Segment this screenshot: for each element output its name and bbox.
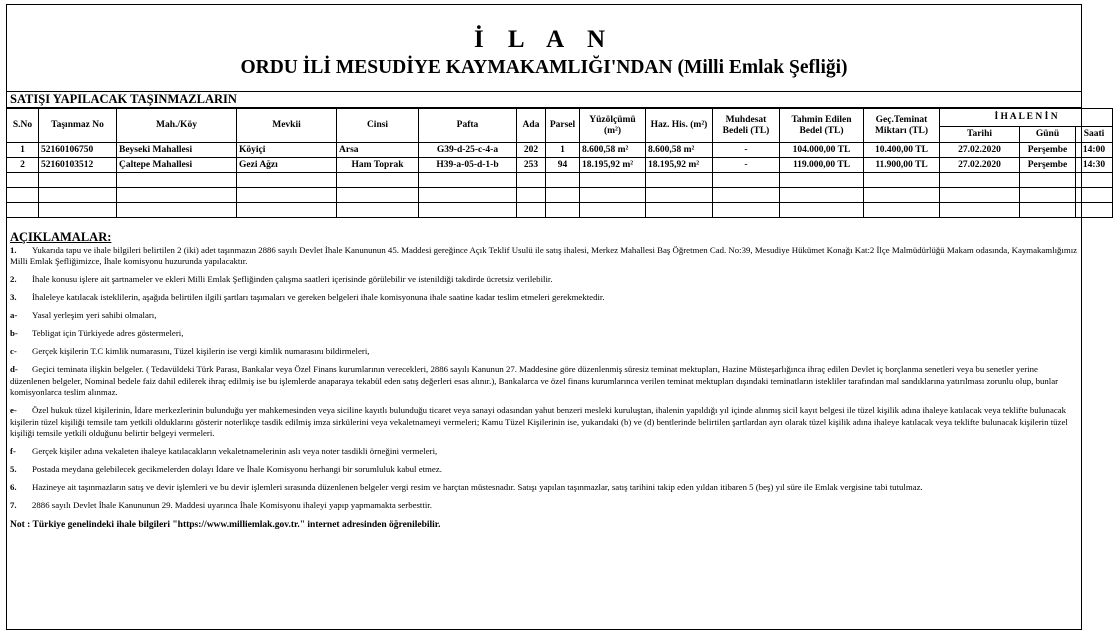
col-saati: Saati	[1076, 127, 1113, 143]
col-tahmin: Tahmin Edilen Bedel (TL)	[780, 109, 864, 143]
col-mevkii: Mevkii	[237, 109, 337, 143]
note-item: b- Tebligat için Türkiyede adres göstermeleri,	[10, 328, 184, 338]
title-box	[7, 5, 1081, 92]
table-row: 1 52160106750 Beyseki Mahallesi Köyiçi Arsa G39-d-25-c-4-a 202 1 8.600,58 m² 8.600,58 m² - 104.000,00 TL 10.400,00 TL 27.02.2020 Perşembe 14:00	[7, 143, 1113, 158]
col-pafta: Pafta	[419, 109, 517, 143]
note-item: d- Geçici teminata ilişkin belgeler. ( Tedavüldeki Türk Parası, Bankalar veya Özel Finans kurumlarının verecekleri, 2886 sayılı Kanunun 27. Maddesine göre düzenlenmiş süresiz teminat mektupları, Hazine Müsteşarlığınca ihraç edilen Devlet iç borçlanma senetleri veya bu senetler yerine düzenlenen belgeler, Nominal bedele faiz dahil edilerek ihraç edilmiş ise bu işlemlerde anaparaya tekabül eden satış değerleri esas alınır.), Bankalarca ve özel finans kurumlarınca verilen teminat mektupları dışındaki teminatların istekliler tarafından mal sandıklarına yatırılması zorunlu olup, bunlar komisyonlarca teslim alınmaz.	[10, 364, 1059, 397]
col-gunu: Günü	[1020, 127, 1076, 143]
note-item: 7. 2886 sayılı Devlet İhale Kanununun 29. Maddesi uyarınca İhale Komisyonu ihaleyi yapıp yapmamakta serbesttir.	[10, 500, 432, 510]
notes-section	[7, 232, 1081, 531]
col-muhdesat: Muhdesat Bedeli (TL)	[713, 109, 780, 143]
empty-row	[7, 173, 1113, 188]
page-title: İ L A N	[473, 26, 615, 53]
empty-row	[7, 188, 1113, 203]
note-item: f- Gerçek kişiler adına vekaleten ihaleye katılacakların vekaletnamelerinin aslı veya noter tasdikli örneğini vermeleri,	[10, 446, 438, 456]
note-item: 1. Yukarıda tapu ve ihale bilgileri belirtilen 2 (iki) adet taşınmazın 2886 sayılı Devlet İhale Kanununun 45. Maddesi gereğince Açık Teklif Usulü ile satış ihalesi, Merkez Mahallesi Baş Öğretmen Cad. No:39, Mesudiye Hükümet Konağı Kat:2 İlçe Malmüdürlüğü Makam odasında, Kaymakamlığımız Milli Emlak Şefliğimizce, İhale komisyonu huzurunda yapılacaktır.	[10, 244, 1078, 266]
note-item: 3. İhaleleye katılacak isteklilerin, aşağıda belirtilen ilgili şartları taşımaları ve gereken belgeleri ihale komisyonuna ihale saatine kadar teslim etmeleri gerekmektedir.	[10, 292, 605, 302]
note-item: 6. Hazineye ait taşınmazların satış ve devir işlemleri ve bu devir işlemleri sırasında düzenlenen belgeler vergi resim ve harçtan müstesnadır. Satışı yapılan taşınmazlar, satış tarihini takip eden yıldan itibaren 5 (beş) yıl süre ile Emlak vergisine tabi tutulmaz.	[10, 482, 923, 492]
col-ada: Ada	[517, 109, 546, 143]
col-mah-koy: Mah./Köy	[117, 109, 237, 143]
col-tasinmaz-no: Taşınmaz No	[39, 109, 117, 143]
col-gec-teminat: Geç.Teminat Miktarı (TL)	[864, 109, 940, 143]
table-header-row-1	[7, 109, 1113, 127]
col-cinsi: Cinsi	[337, 109, 419, 143]
table-row: 2 52160103512 Çaltepe Mahallesi Gezi Ağzı Ham Toprak H39-a-05-d-1-b 253 94 18.195,92 m² 18.195,92 m² - 119.000,00 TL 11.900,00 TL 27.02.2020 Perşembe 14:30	[7, 158, 1113, 173]
empty-row	[7, 203, 1113, 218]
property-table	[6, 108, 1113, 218]
note-item: a- Yasal yerleşim yeri sahibi olmaları,	[10, 310, 157, 320]
notes-title: AÇIKLAMALAR:	[10, 230, 112, 244]
section-title: SATIŞI YAPILACAK TAŞINMAZLARIN	[7, 92, 1081, 108]
col-ihalenin: İ H A L E N İ N	[940, 109, 1113, 127]
footer-note: Not : Türkiye genelindeki ihale bilgileri "https://www.milliemlak.gov.tr." internet adresinden öğrenilebilir.	[10, 519, 441, 530]
col-sno: S.No	[7, 109, 39, 143]
col-haz-his: Haz. His. (m²)	[646, 109, 713, 143]
col-tarihi: Tarihi	[940, 127, 1020, 143]
col-yuzolcumu: Yüzölçümü (m²)	[580, 109, 646, 143]
page-subtitle: ORDU İLİ MESUDİYE KAYMAKAMLIĞI'NDAN (Milli Emlak Şefliği)	[240, 57, 848, 78]
note-item: 2. İhale konusu işlere ait şartnameler ve ekleri Milli Emlak Şefliğinden çalışma saatleri içerisinde görülebilir ve istenildiği takdirde ücretsiz verilebilir.	[10, 274, 553, 284]
col-parsel: Parsel	[546, 109, 580, 143]
announcement-page	[6, 4, 1106, 630]
note-item: e- Özel hukuk tüzel kişilerinin, İdare merkezlerinin bulunduğu yer mahkemesinden veya siciline kayıtlı bulunduğu ticaret veya sanayi odasından yahut benzeri mesleki kuruluştan, ihalenin yapıldığı yıl içinde alınmış sicil kayıt belgesi ile tüzel kişilik adına ihaleye katılacak veya teklifte bulunacak kişilerin tüzel kişiliği temsile tam yetkili olduklarını gösterir noterlikçe tasdik edilmiş imza sirkülerini veya vekaletnameyi vermeleri; Kamu Tüzel Kişilerinin ise, yukarıdaki (b) ve (d) bentlerinde belirtilen şartlardan ayrı olarak tüzel kişilik adına ihaleye katılacak veya teklifte bulunacak kişilerin tüzel kişiliği temsile yetkili olduğunu belirtir belgeyi vermeleri.	[10, 405, 1068, 438]
note-item: c- Gerçek kişilerin T.C kimlik numarasını, Tüzel kişilerin ise vergi kimlik numarasını bildirmeleri,	[10, 346, 370, 356]
note-item: 5. Postada meydana gelebilecek gecikmelerden dolayı İdare ve İhale Komisyonu herhangi bir sorumluluk kabul etmez.	[10, 464, 442, 474]
